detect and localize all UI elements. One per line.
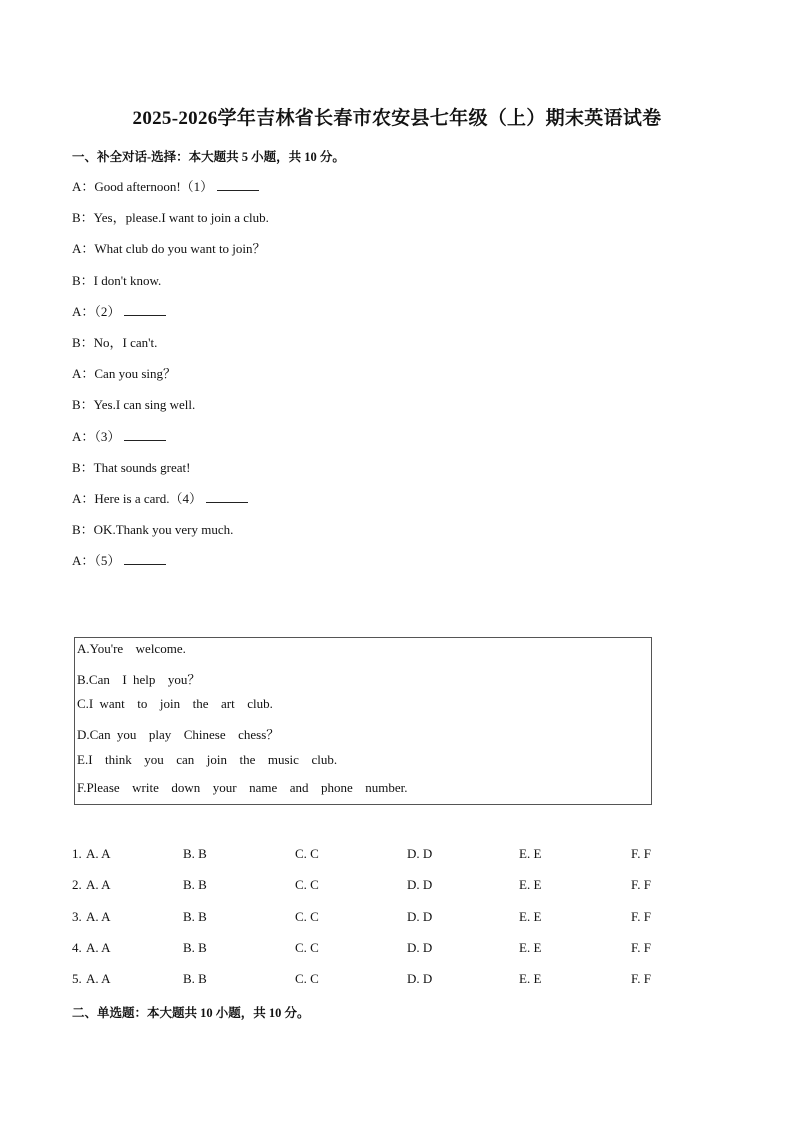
answer-row bbox=[72, 909, 672, 925]
answer-choice[interactable]: F. F bbox=[631, 846, 651, 861]
answer-choice[interactable]: E. E bbox=[519, 877, 542, 893]
option-line: B.Can I help you？ bbox=[77, 671, 201, 687]
dialog-line bbox=[72, 426, 166, 445]
dialog-line bbox=[72, 550, 166, 569]
answer-choice[interactable]: C. C bbox=[295, 846, 319, 861]
dialog-line bbox=[72, 270, 161, 289]
answer-choice[interactable]: D. D bbox=[407, 939, 433, 955]
answer-row bbox=[72, 877, 672, 893]
dialog-text: B：No，I can't. bbox=[72, 335, 158, 350]
answer-choice[interactable]: E. E bbox=[519, 939, 542, 955]
answer-choice[interactable]: C. C bbox=[295, 939, 319, 955]
question-number: 4. bbox=[72, 939, 82, 955]
answer-choice[interactable]: A. A bbox=[86, 877, 111, 893]
answer-choice[interactable]: A. A bbox=[86, 846, 111, 861]
answer-choice[interactable]: B. B bbox=[183, 846, 207, 861]
dialog-text: A：（2） bbox=[72, 303, 121, 319]
answer-choice[interactable]: E. E bbox=[519, 971, 542, 987]
dialog-text: A：（3） bbox=[72, 428, 121, 444]
answer-choice[interactable]: C. C bbox=[295, 877, 319, 893]
answer-choice[interactable]: A. A bbox=[86, 939, 111, 955]
answer-choice[interactable]: D. D bbox=[407, 971, 433, 987]
option-line: A.You're welcome. bbox=[77, 641, 186, 656]
dialog-text: B：That sounds great! bbox=[72, 459, 191, 475]
dialog-line bbox=[72, 301, 166, 320]
answer-blank[interactable] bbox=[124, 303, 166, 316]
dialog-text: A：（5） bbox=[72, 553, 121, 569]
answer-choice[interactable]: B. B bbox=[183, 971, 207, 987]
dialog-text: A：Good afternoon!（1） bbox=[72, 179, 214, 194]
answer-blank[interactable] bbox=[217, 178, 259, 191]
question-number: 1. bbox=[72, 846, 82, 861]
dialog-line bbox=[72, 488, 248, 507]
question-number: 5. bbox=[72, 971, 82, 987]
dialog-text: A：Can you sing？ bbox=[72, 366, 177, 382]
dialog-text: B：Yes，please.I want to join a club. bbox=[72, 210, 269, 226]
option-line: F.Please write down your name and phone number. bbox=[77, 779, 408, 795]
answer-row bbox=[72, 971, 672, 987]
dialog-line bbox=[72, 207, 269, 226]
answer-choice[interactable]: D. D bbox=[407, 908, 433, 924]
option-line: D.Can you play Chinese chess？ bbox=[77, 727, 280, 743]
dialog-line bbox=[72, 176, 259, 195]
question-number: 2. bbox=[72, 877, 82, 893]
answer-choice[interactable]: F. F bbox=[631, 939, 651, 955]
answer-choice[interactable]: E. E bbox=[519, 846, 542, 861]
answer-choice[interactable]: A. A bbox=[86, 971, 111, 987]
page-title: 2025-2026学年吉林省长春市农安县七年级（上）期末英语试卷 bbox=[132, 108, 662, 129]
answer-choice[interactable]: B. B bbox=[183, 908, 207, 924]
options-box bbox=[74, 637, 652, 805]
option-line: C.I want to join the art club. bbox=[77, 696, 273, 712]
answer-row bbox=[72, 846, 672, 862]
answer-choice[interactable]: F. F bbox=[631, 971, 651, 987]
dialog-line bbox=[72, 394, 195, 413]
dialog-line bbox=[72, 363, 176, 382]
dialog-text: B：Yes.I can sing well. bbox=[72, 397, 196, 413]
question-number: 3. bbox=[72, 908, 82, 924]
section1-heading: 一、补全对话-选择：本大题共 5 小题，共 10 分。 bbox=[72, 150, 345, 164]
dialog-line bbox=[72, 238, 266, 257]
answer-choice[interactable]: D. D bbox=[407, 877, 433, 893]
answer-row bbox=[72, 940, 672, 956]
answer-blank[interactable] bbox=[206, 490, 248, 503]
section2-heading: 二、单选题：本大题共 10 小题，共 10 分。 bbox=[72, 1006, 310, 1020]
dialog-text: B：OK.Thank you very much. bbox=[72, 522, 234, 538]
answer-blank[interactable] bbox=[124, 552, 166, 565]
answer-choice[interactable]: B. B bbox=[183, 939, 207, 955]
dialog-text: B：I don't know. bbox=[72, 272, 162, 288]
dialog-text: A：Here is a card.（4） bbox=[72, 491, 202, 506]
answer-choice[interactable]: C. C bbox=[295, 971, 319, 987]
option-line: E.I think you can join the music club. bbox=[77, 751, 338, 767]
answer-choice[interactable]: D. D bbox=[407, 846, 433, 861]
answer-choice[interactable]: A. A bbox=[86, 908, 111, 924]
dialog-line bbox=[72, 457, 190, 476]
answer-choice[interactable]: F. F bbox=[631, 908, 651, 924]
answer-choice[interactable]: B. B bbox=[183, 877, 207, 893]
answer-choice[interactable]: E. E bbox=[519, 908, 542, 924]
answer-blank[interactable] bbox=[124, 428, 166, 441]
dialog-text: A：What club do you want to join？ bbox=[72, 241, 266, 257]
answer-choice[interactable]: C. C bbox=[295, 908, 319, 924]
answer-choice[interactable]: F. F bbox=[631, 877, 651, 893]
dialog-line bbox=[72, 519, 233, 538]
dialog-line bbox=[72, 332, 157, 351]
